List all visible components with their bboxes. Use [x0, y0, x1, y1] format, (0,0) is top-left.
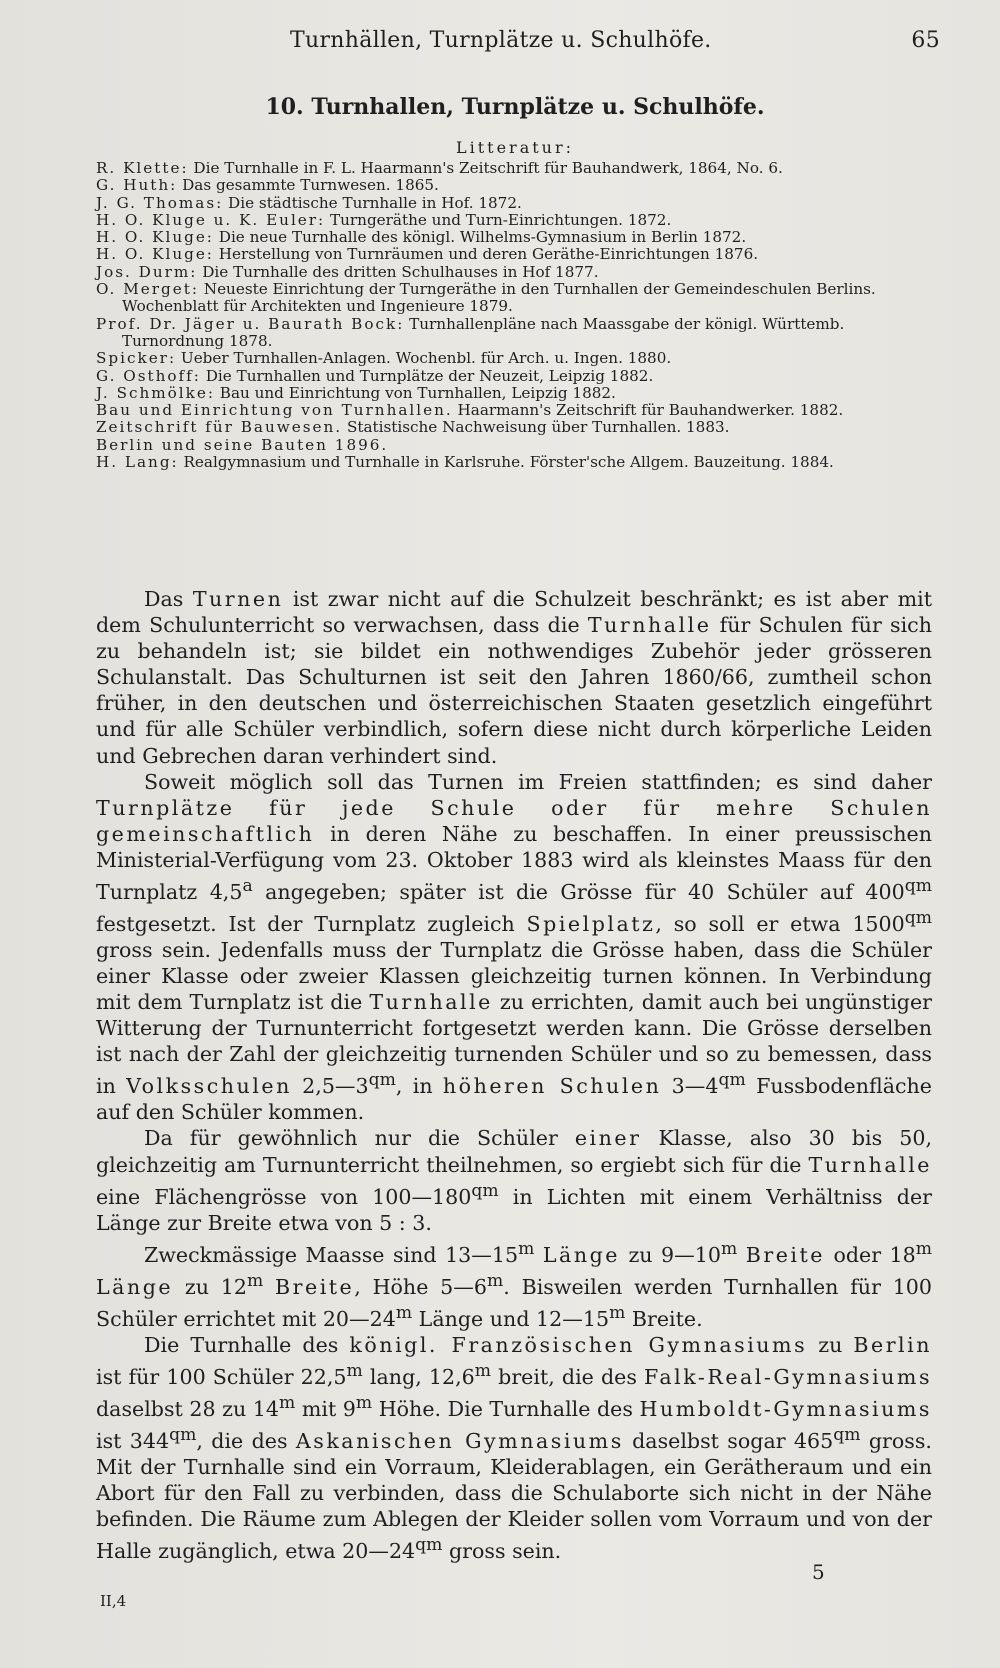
- ref-text: Die Turnhallen und Turnplätze der Neuzeit, Leipzig 1882.: [200, 366, 654, 385]
- body-text: [96, 586, 932, 1564]
- text: Klasse, also 30 bis 50, gleichzeitig am Turnunterricht theilnehmen, so ergiebt sich für die: [96, 1126, 932, 1177]
- ref-text: Die neue Turnhalle des königl. Wilhelms-Gymnasium in Berlin 1872.: [213, 228, 747, 247]
- text: , Höhe 5—6: [354, 1274, 487, 1299]
- text: Soweit möglich soll das Turnen im Freien stattfinden; es sind daher: [144, 769, 932, 794]
- ref-author: O. Merget:: [96, 280, 199, 299]
- unit: m: [474, 1360, 492, 1381]
- text: in deren Nähe zu beschaffen. In einer preussischen Ministerial-Verfügung vom 23. Oktober 1883 wird als kleinstes Maass für den Turnplatz 4,5: [96, 821, 932, 904]
- literature-item: [96, 246, 930, 263]
- text: gross sein. Jedenfalls muss der Turnplatz die Grösse haben, dass die Schüler einer Klasse oder zweier Klassen gleichzeitig turnen können. In Verbindung mit dem Turnplatz ist die: [96, 937, 932, 1015]
- spaced-term: Turnen: [192, 587, 284, 611]
- ref-text: Die Turnhalle des dritten Schulhauses in Hof 1877.: [197, 262, 599, 281]
- literature-heading: Litteratur:: [455, 138, 575, 157]
- literature-item: [96, 402, 930, 419]
- text: zu: [807, 1332, 854, 1357]
- text: . Bisweilen werden Turnhallen für 100 Schüler errichtet mit 20—24: [96, 1274, 933, 1331]
- text: 3—4: [661, 1074, 719, 1099]
- spaced-term: Turnhalle: [808, 1152, 932, 1177]
- text: angegeben; später ist die Grösse für 40 Schüler auf 400: [252, 879, 905, 904]
- literature-item: [96, 454, 930, 471]
- unit: qm: [415, 1534, 443, 1555]
- running-title: Turnhällen, Turnplätze u. Schulhöfe.: [290, 28, 712, 53]
- text: [263, 1275, 275, 1299]
- text: 2,5—3: [291, 1074, 369, 1099]
- unit: m: [246, 1270, 264, 1291]
- running-header: [100, 28, 940, 64]
- literature-list: [96, 160, 930, 471]
- ref-author: H. O. Kluge u. K. Euler:: [96, 210, 326, 229]
- text: in Lichten mit einem Verhältniss der Länge zur Breite etwa von 5 : 3.: [96, 1184, 932, 1235]
- ref-author: Spicker:: [96, 349, 177, 368]
- text: Die Turnhalle des: [144, 1332, 350, 1357]
- spaced-term: Turnplätze für jede Schule oder für mehre Schulen gemeinschaftlich: [96, 795, 932, 846]
- ref-author: Berlin und seine Bauten 1896.: [96, 435, 389, 454]
- ref-text: Das gesammte Turnwesen. 1865.: [177, 176, 439, 195]
- unit: qm: [471, 1180, 499, 1201]
- text: Breite.: [625, 1306, 703, 1331]
- spaced-term: königl. Französischen Gymnasiums: [349, 1332, 808, 1357]
- text: ist für 100 Schüler 22,5: [96, 1364, 347, 1389]
- text: Da für gewöhnlich nur die Schüler: [144, 1126, 575, 1151]
- text: ist 344: [96, 1428, 170, 1453]
- text: oder 18: [824, 1242, 916, 1267]
- unit: m: [395, 1302, 413, 1323]
- text: , so soll er etwa 1500: [655, 911, 905, 936]
- ref-text: Turnhallenpläne nach Maassgabe der königl. Württemb. Turnordnung 1878.: [122, 314, 845, 350]
- ref-author: Zeitschrift für Bauwesen.: [96, 418, 343, 437]
- text: eine Flächengrösse von 100—180: [96, 1184, 472, 1209]
- ref-author: J. Schmölke:: [96, 383, 215, 402]
- ref-text: Neueste Einrichtung der Turngeräthe in den Turnhallen der Gemeindeschulen Berlins. Wochenblatt für Architekten und Ingenieure 1879.: [122, 280, 876, 316]
- paragraph: [96, 1236, 932, 1332]
- literature-item: [96, 419, 930, 436]
- literature-item: [96, 264, 930, 281]
- text: zu 9—10: [619, 1242, 721, 1267]
- literature-item: [96, 229, 930, 246]
- text: gross sein.: [442, 1538, 562, 1563]
- ref-text: Herstellung von Turnräumen und deren Geräthe-Einrichtungen 1876.: [213, 245, 759, 264]
- text: mit 9: [295, 1396, 356, 1421]
- ref-author: H. O. Kluge:: [96, 228, 214, 247]
- text: Zweckmässige Maasse sind 13—15: [144, 1242, 519, 1267]
- text: Höhe. Die Turnhalle des: [372, 1396, 640, 1421]
- literature-item: [96, 368, 930, 385]
- unit: m: [355, 1392, 373, 1413]
- ref-author: J. G. Thomas:: [96, 193, 224, 212]
- spaced-term: Breite: [275, 1274, 355, 1299]
- text: Fussbodenfläche auf den Schüler kommen.: [96, 1074, 932, 1125]
- text: lang, 12,6: [362, 1364, 475, 1389]
- spaced-term: einer: [574, 1126, 642, 1151]
- ref-author: R. Klette:: [96, 159, 189, 177]
- paragraph: [96, 1125, 932, 1235]
- unit: m: [346, 1360, 363, 1381]
- ref-text: Turngeräthe und Turn-Einrichtungen. 1872.: [325, 210, 672, 229]
- literature-item: [96, 212, 930, 229]
- unit: m: [279, 1392, 296, 1413]
- paragraph: [96, 1332, 932, 1564]
- text: , die des: [196, 1428, 296, 1453]
- ref-author: Bau und Einrichtung von Turnhallen.: [96, 401, 453, 420]
- text: , in: [395, 1074, 443, 1099]
- spaced-term: Humboldt-Gymnasiums: [639, 1396, 932, 1421]
- spaced-term: Länge: [96, 1274, 174, 1299]
- ref-text: Die Turnhalle in F. L. Haarmann's Zeitschrift für Bauhandwerk, 1864, No. 6.: [188, 159, 783, 177]
- literature-item: [96, 316, 930, 351]
- unit: qm: [718, 1070, 746, 1091]
- ref-author: Jos. Durm:: [96, 262, 198, 281]
- literature-item: [96, 177, 930, 194]
- ref-text: Die städtische Turnhalle in Hof. 1872.: [223, 193, 522, 212]
- ref-author: Prof. Dr. Jäger u. Baurath Bock:: [96, 314, 405, 333]
- sheet-number: 5: [812, 1560, 825, 1584]
- literature-item: [96, 195, 930, 212]
- text: Länge und 12—15: [412, 1306, 610, 1331]
- spaced-term: Länge: [542, 1242, 620, 1267]
- text: Das: [144, 587, 193, 611]
- text: breit, die des: [491, 1364, 644, 1389]
- literature-item: [96, 281, 930, 316]
- text: zu 12: [173, 1274, 247, 1299]
- spaced-term: Turnhalle: [369, 990, 493, 1015]
- ref-text: Bau und Einrichtung von Turnhallen, Leipzig 1882.: [214, 383, 616, 402]
- text: gross. Mit der Turnhalle sind ein Vorraum, Kleiderablagen, ein Gerätheraum und ein Abort für den Fall zu verbinden, dass die Schulaborte sich nicht in der Nähe befinden. Die Räume zum Ablegen der Kleider sollen vom Vorraum und von der Halle zugänglich, etwa 20—24: [96, 1428, 932, 1563]
- unit: a: [242, 876, 253, 897]
- unit: qm: [904, 876, 933, 897]
- unit: qm: [833, 1424, 861, 1445]
- spaced-term: Askanischen Gymnasiums: [295, 1428, 624, 1453]
- ref-text: Statistische Nachweisung über Turnhallen. 1883.: [342, 418, 730, 437]
- ref-author: H. O. Kluge:: [96, 245, 214, 264]
- text: [534, 1243, 543, 1267]
- literature-item: [96, 350, 930, 367]
- ref-author: G. Osthoff:: [96, 366, 201, 385]
- paragraph: [96, 769, 932, 1126]
- ref-text: Ueber Turnhallen-Anlagen. Wochenbl. für Arch. u. Ingen. 1880.: [176, 349, 672, 368]
- literature-item: [96, 437, 930, 454]
- unit: qm: [904, 907, 932, 928]
- spaced-term: Berlin: [853, 1332, 932, 1357]
- unit: m: [609, 1302, 626, 1323]
- signature-mark: II,4: [100, 1592, 127, 1610]
- text: daselbst 28 zu 14: [96, 1396, 279, 1421]
- page-number: 65: [911, 28, 940, 53]
- text: [737, 1243, 746, 1267]
- unit: m: [518, 1238, 535, 1259]
- spaced-term: Breite: [745, 1242, 825, 1267]
- unit: qm: [169, 1424, 197, 1445]
- spaced-term: höheren Schulen: [442, 1074, 662, 1099]
- ref-author: H. Lang:: [96, 453, 179, 472]
- ref-text: Realgymnasium und Turnhalle in Karlsruhe. Förster'sche Allgem. Bauzeitung. 1884.: [178, 453, 834, 472]
- ref-text: Haarmann's Zeitschrift für Bauhandwerker. 1882.: [452, 401, 844, 420]
- unit: m: [486, 1270, 504, 1291]
- spaced-term: Falk-Real-Gymnasiums: [644, 1364, 933, 1389]
- unit: m: [720, 1238, 738, 1259]
- text: daselbst sogar 465: [623, 1428, 834, 1453]
- unit: qm: [368, 1070, 396, 1091]
- text: für Schulen für sich zu behandeln ist; sie bildet ein nothwendiges Zubehör jeder grösseren Schulanstalt. Das Schulturnen ist seit den Jahren 1860/66, zumtheil schon früher, in den deutschen und österreichischen Staaten gesetzlich eingeführt und für alle Schüler verbindlich, sofern diese nicht durch körperliche Leiden und Gebrechen daran verhindert sind.: [96, 613, 932, 768]
- text: festgesetzt. Ist der Turnplatz zugleich: [96, 911, 527, 936]
- paragraph: [96, 586, 932, 769]
- literature-item: [96, 385, 930, 402]
- text: zu errichten, damit auch bei ungünstiger Witterung der Turnunterricht fortgesetzt werden kann. Die Grösse derselben ist nach der Zahl der gleichzeitig turnenden Schüler und so zu bemessen, dass in: [96, 990, 932, 1099]
- spaced-term: Turnhalle: [587, 613, 712, 638]
- ref-author: G. Huth:: [96, 176, 178, 195]
- spaced-term: Spielplatz: [526, 911, 656, 936]
- spaced-term: Volksschulen: [126, 1074, 292, 1099]
- text: ist zwar nicht auf die Schulzeit beschränkt; es ist aber mit dem Schulunterricht so verwachsen, dass die: [96, 587, 932, 638]
- literature-item: [96, 160, 930, 177]
- unit: m: [915, 1238, 933, 1259]
- chapter-title: 10. Turnhallen, Turnplätze u. Schulhöfe.: [265, 94, 765, 120]
